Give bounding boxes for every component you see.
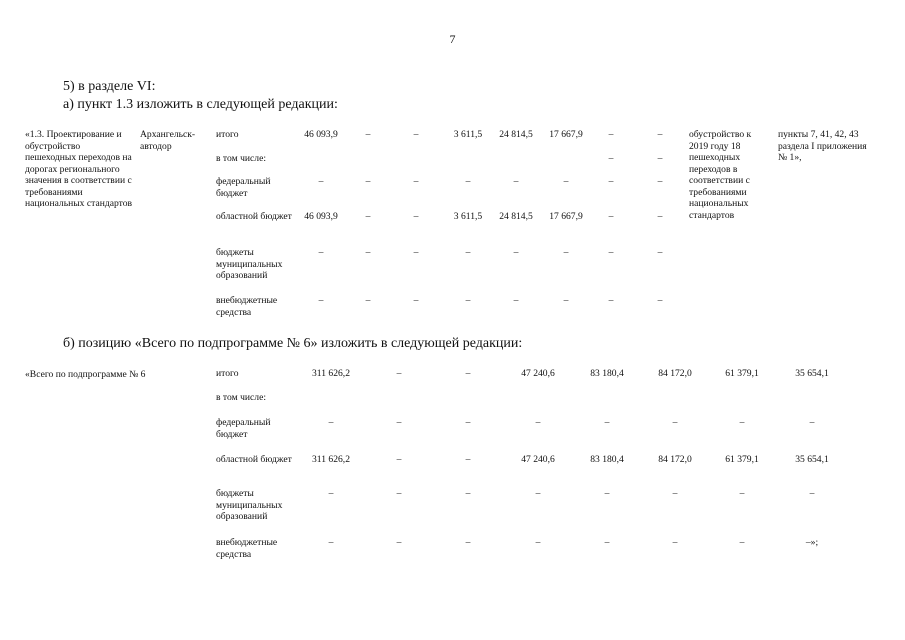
value-cell: – <box>604 537 610 548</box>
row-label: федеральный бюджет <box>216 176 271 199</box>
row-label: федеральный бюджет <box>216 417 271 440</box>
value-cell: 24 814,5 <box>499 211 533 222</box>
row-label: бюджеты муниципальных образований <box>216 488 283 522</box>
value-cell: – <box>396 417 402 428</box>
value-cell: – <box>328 488 334 499</box>
value-cell: – <box>396 488 402 499</box>
value-cell: – <box>318 247 324 258</box>
program-total-name: «Всего по подпрограмме № 6 <box>25 369 146 380</box>
value-cell: 84 172,0 <box>658 454 692 465</box>
value-cell: – <box>657 176 663 187</box>
row-label: в том числе: <box>216 153 267 164</box>
value-cell: – <box>657 247 663 258</box>
value-cell: – <box>365 129 371 140</box>
row-label: областной бюджет <box>216 454 292 465</box>
value-cell: 24 814,5 <box>499 129 533 140</box>
value-cell: – <box>672 537 678 548</box>
row-label: внебюджетные средства <box>216 537 278 560</box>
value-cell: – <box>465 368 471 379</box>
measure-result: обустройство к 2019 году 18 пешеходных переходов в соответствии с требованиями национальных стандартов <box>689 129 752 221</box>
value-cell: – <box>365 176 371 187</box>
value-cell: – <box>365 247 371 258</box>
row-label: областной бюджет <box>216 211 292 222</box>
value-cell: –»; <box>805 537 819 548</box>
value-cell: – <box>672 417 678 428</box>
value-cell: – <box>604 417 610 428</box>
row-label: итого <box>216 129 239 140</box>
value-cell: – <box>413 211 419 222</box>
value-cell: – <box>413 176 419 187</box>
value-cell: 47 240,6 <box>521 368 555 379</box>
value-cell: – <box>413 247 419 258</box>
value-cell: 311 626,2 <box>311 368 351 379</box>
value-cell: – <box>318 176 324 187</box>
value-cell: 61 379,1 <box>725 368 759 379</box>
value-cell: – <box>657 211 663 222</box>
value-cell: – <box>318 295 324 306</box>
value-cell: – <box>465 176 471 187</box>
value-cell: – <box>608 247 614 258</box>
value-cell: – <box>328 537 334 548</box>
value-cell: – <box>513 247 519 258</box>
value-cell: – <box>465 488 471 499</box>
row-label: внебюджетные средства <box>216 295 278 318</box>
value-cell: – <box>396 454 402 465</box>
value-cell: – <box>739 488 745 499</box>
value-cell: – <box>608 153 614 164</box>
value-cell: – <box>465 417 471 428</box>
value-cell: – <box>657 295 663 306</box>
section-heading: 5) в разделе VI: <box>63 79 156 94</box>
value-cell: – <box>513 295 519 306</box>
value-cell: – <box>413 295 419 306</box>
value-cell: – <box>396 368 402 379</box>
value-cell: – <box>608 129 614 140</box>
value-cell: – <box>608 176 614 187</box>
value-cell: – <box>604 488 610 499</box>
value-cell: 3 611,5 <box>453 129 483 140</box>
value-cell: – <box>535 537 541 548</box>
value-cell: – <box>535 488 541 499</box>
value-cell: – <box>465 537 471 548</box>
row-label: бюджеты муниципальных образований <box>216 247 283 281</box>
value-cell: 61 379,1 <box>725 454 759 465</box>
subsection-heading-a: а) пункт 1.3 изложить в следующей редакции: <box>63 97 338 112</box>
value-cell: – <box>563 295 569 306</box>
value-cell: – <box>608 211 614 222</box>
value-cell: – <box>563 176 569 187</box>
value-cell: 83 180,4 <box>590 368 624 379</box>
value-cell: 83 180,4 <box>590 454 624 465</box>
row-label: итого <box>216 368 239 379</box>
value-cell: – <box>365 295 371 306</box>
value-cell: – <box>465 247 471 258</box>
value-cell: – <box>328 417 334 428</box>
value-cell: 17 667,9 <box>549 129 583 140</box>
value-cell: 84 172,0 <box>658 368 692 379</box>
value-cell: – <box>413 129 419 140</box>
value-cell: – <box>563 247 569 258</box>
value-cell: 46 093,9 <box>304 129 338 140</box>
value-cell: – <box>739 417 745 428</box>
subsection-heading-b: б) позицию «Всего по подпрограмме № 6» изложить в следующей редакции: <box>63 336 523 351</box>
value-cell: 35 654,1 <box>795 454 829 465</box>
value-cell: – <box>396 537 402 548</box>
value-cell: 311 626,2 <box>311 454 351 465</box>
value-cell: 46 093,9 <box>304 211 338 222</box>
value-cell: – <box>608 295 614 306</box>
measure-name: «1.3. Проектирование и обустройство пешеходных переходов на дорогах регионального значения в соответствии с требованиями национальных стандартов <box>25 129 133 209</box>
value-cell: 3 611,5 <box>453 211 483 222</box>
value-cell: 47 240,6 <box>521 454 555 465</box>
page-number: 7 <box>449 32 456 46</box>
value-cell: 35 654,1 <box>795 368 829 379</box>
row-label: в том числе: <box>216 392 267 403</box>
value-cell: – <box>365 211 371 222</box>
value-cell: – <box>535 417 541 428</box>
value-cell: – <box>465 295 471 306</box>
value-cell: – <box>809 488 815 499</box>
executor-name: Архангельск-автодор <box>140 129 196 152</box>
value-cell: – <box>809 417 815 428</box>
measure-link: пункты 7, 41, 42, 43 раздела I приложения № 1», <box>778 129 867 163</box>
value-cell: – <box>465 454 471 465</box>
value-cell: – <box>657 153 663 164</box>
value-cell: – <box>513 176 519 187</box>
value-cell: – <box>672 488 678 499</box>
value-cell: 17 667,9 <box>549 211 583 222</box>
value-cell: – <box>739 537 745 548</box>
value-cell: – <box>657 129 663 140</box>
